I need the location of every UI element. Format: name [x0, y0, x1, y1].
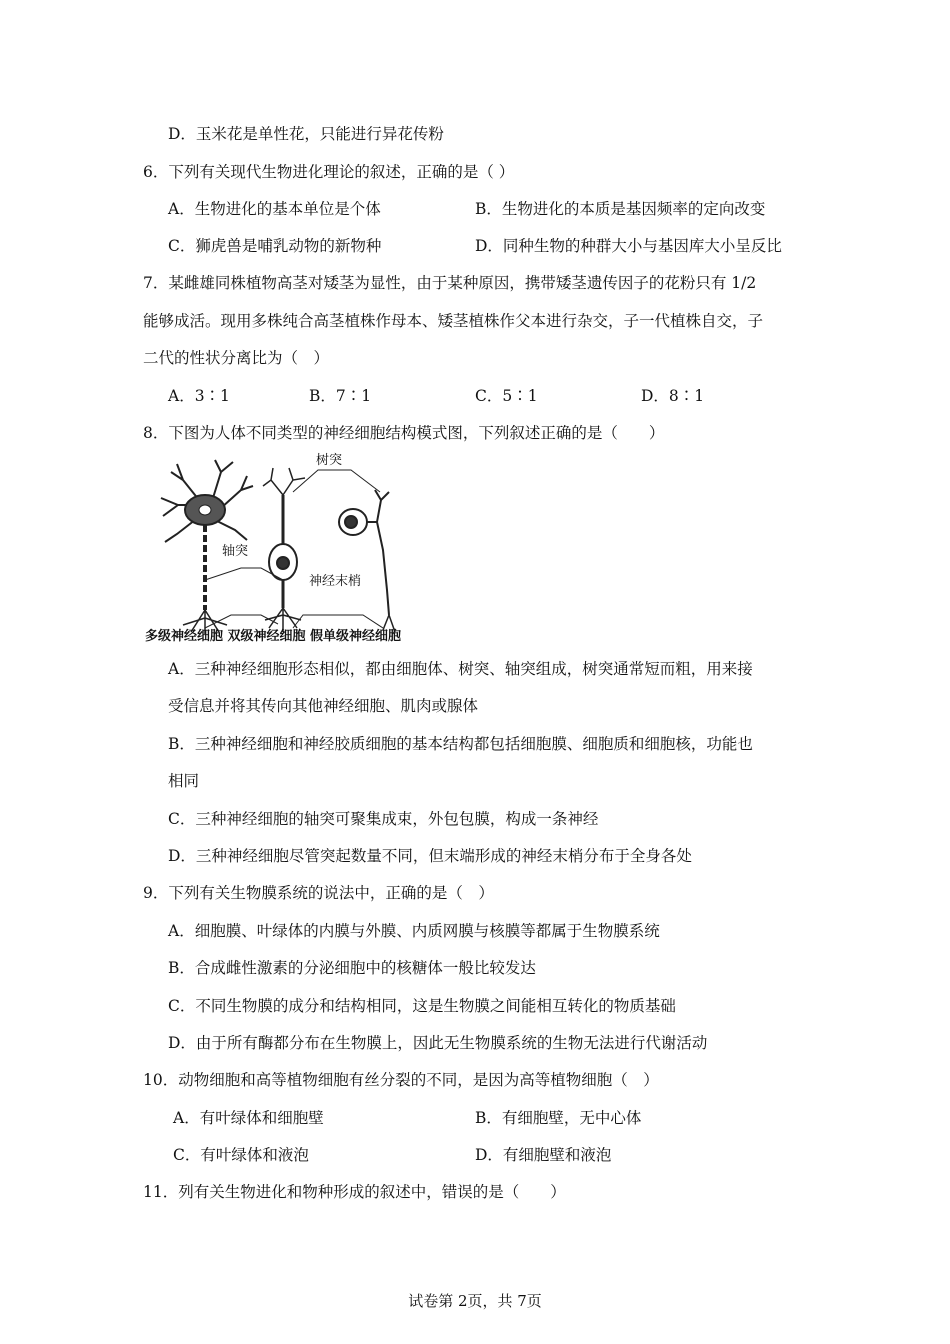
q7-option-d: D．8∶1 [641, 387, 705, 405]
q6-option-c: C．狮虎兽是哺乳动物的新物种 [168, 237, 382, 255]
neuron-figure [143, 450, 463, 650]
q8-option-c: C．三种神经细胞的轴突可聚集成束，外包包膜，构成一条神经 [168, 810, 599, 828]
q10-option-c: C．有叶绿体和液泡 [173, 1146, 309, 1164]
q9-option-a: A．细胞膜、叶绿体的内膜与外膜、内质网膜与核膜等都属于生物膜系统 [168, 922, 660, 940]
q10-stem: 10．动物细胞和高等植物细胞有丝分裂的不同，是因为高等植物细胞（ ） [143, 1071, 659, 1089]
q9-option-c: C．不同生物膜的成分和结构相同，这是生物膜之间能相互转化的物质基础 [168, 997, 676, 1015]
bipolar-neuron [263, 468, 305, 632]
q11-stem: 11．列有关生物进化和物种形成的叙述中，错误的是（ ） [143, 1183, 566, 1201]
q9-option-b: B．合成雌性激素的分泌细胞中的核糖体一般比较发达 [168, 959, 536, 977]
q10-option-a: A．有叶绿体和细胞壁 [173, 1109, 324, 1127]
label-axon: 轴突 [222, 544, 249, 559]
q9-option-d: D．由于所有酶都分布在生物膜上，因此无生物膜系统的生物无法进行代谢活动 [168, 1034, 708, 1052]
label-dendrite: 树突 [316, 453, 343, 468]
q8-stem: 8．下图为人体不同类型的神经细胞结构模式图，下列叙述正确的是（ ） [143, 424, 665, 442]
pseudounipolar-neuron [339, 490, 395, 632]
q7-option-b: B．7∶1 [309, 387, 372, 405]
q6-stem: 6．下列有关现代生物进化理论的叙述，正确的是（ ） [143, 163, 515, 181]
q8-option-a-line-1: A．三种神经细胞形态相似，都由细胞体、树突、轴突组成，树突通常短而粗，用来接 [168, 660, 753, 678]
figure-caption: 多级神经细胞 双级神经细胞 假单级神经细胞 [145, 629, 402, 644]
q6-option-d: D．同种生物的种群大小与基因库大小呈反比 [475, 237, 782, 255]
q6-option-b: B．生物进化的本质是基因频率的定向改变 [475, 200, 766, 218]
q7-option-c: C．5∶1 [475, 387, 538, 405]
q8-option-b-line-2: 相同 [168, 772, 200, 790]
q8-option-a-line-2: 受信息并将其传向其他神经细胞、肌肉或腺体 [168, 697, 479, 715]
q10-option-d: D．有细胞壁和液泡 [475, 1146, 612, 1164]
q8-option-b-line-1: B．三种神经细胞和神经胶质细胞的基本结构都包括细胞膜、细胞质和细胞核，功能也 [168, 735, 753, 753]
q6-option-a: A．生物进化的基本单位是个体 [168, 200, 381, 218]
neuron-diagram [143, 450, 463, 650]
q5-option-d: D．玉米花是单性花，只能进行异花传粉 [168, 125, 444, 143]
q9-stem: 9．下列有关生物膜系统的说法中，正确的是（ ） [143, 884, 494, 902]
label-nerve-terminal: 神经末梢 [309, 574, 362, 589]
q10-option-b: B．有细胞壁，无中心体 [475, 1109, 642, 1127]
q7-stem-line-3: 二代的性状分离比为（ ） [143, 349, 330, 367]
q7-stem-line-1: 7．某雌雄同株植物高茎对矮茎为显性，由于某种原因，携带矮茎遗传因子的花粉只有 1/2 [143, 274, 757, 292]
q7-stem-line-2: 能够成活。现用多株纯合高茎植株作母本、矮茎植株作父本进行杂交，子一代植株自交，子 [143, 312, 764, 330]
q8-option-d: D．三种神经细胞尽管突起数量不同，但末端形成的神经末梢分布于全身各处 [168, 847, 692, 865]
q7-option-a: A．3∶1 [168, 387, 230, 405]
page-footer: 试卷第 2页，共 7页 [408, 1292, 542, 1310]
